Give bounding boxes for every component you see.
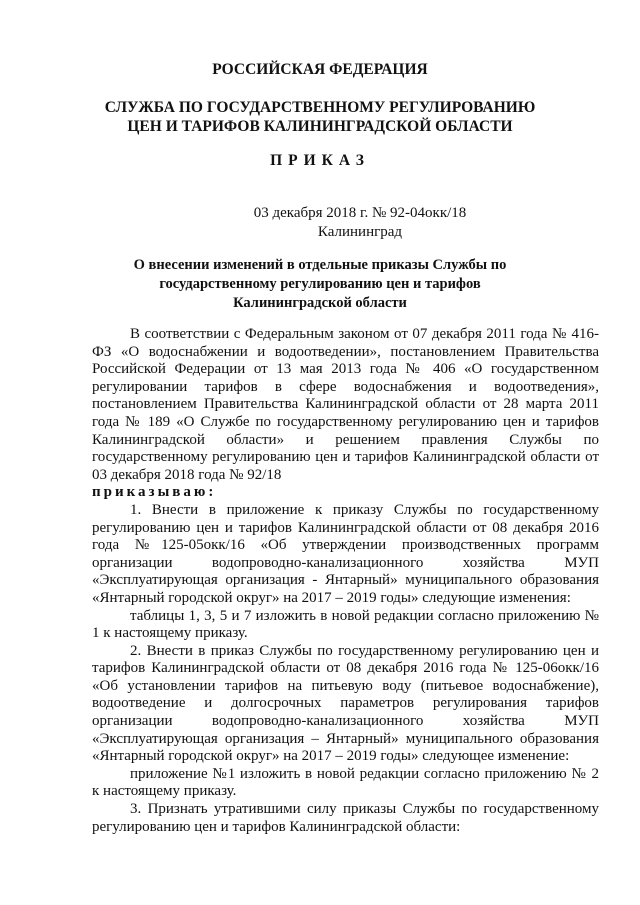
item-1-sub-paragraph: таблицы 1, 3, 5 и 7 изложить в новой редакции согласно приложению № 1 к настоящему приказу. [92, 607, 599, 642]
preamble-paragraph: В соответствии с Федеральным законом от 07 декабря 2011 года № 416-ФЗ «О водоснабжении и водоотведении», постановлением Правительства Российской Федерации от 13 мая 2013 года № 406 «О государственном регулировании тарифов в сфере водоснабжения и водоотведения», постановлением Правительства Калининградской области от 28 марта 2011 года № 189 «О Службе по государственному регулированию цен и тарифов Калининградской области» и решением правления Службы по государственному регулированию цен и тарифов Калининградской области от 03 декабря 2018 года № 92/18 [92, 326, 599, 483]
agency-heading-line2: ЦЕН И ТАРИФОВ КАЛИНИНГРАДСКОЙ ОБЛАСТИ [127, 118, 513, 135]
item-2-paragraph: 2. Внести в приказ Службы по государственному регулированию цен и тарифов Калининградской области от 08 декабря 2016 года № 125-06окк/16 «Об установлении тарифов на питьевую воду (питьевое водоснабжение), водоотведение и долгосрочных параметров регулирования тарифов организации водопроводно-канализационного хозяйства МУП «Эксплуатирующая организация – Янтарный» муниципального образования «Янтарный городской округ» на 2017 – 2019 годы» следующее изменение: [92, 642, 599, 765]
order-date-number: 03 декабря 2018 г. № 92-04окк/18 [253, 205, 467, 221]
document-type: ПРИКАЗ [270, 152, 370, 169]
order-city: Калининград [317, 224, 403, 240]
order-title-line2: государственному регулированию цен и тарифов [159, 276, 481, 292]
order-title-line1: О внесении изменений в отдельные приказы Службы по [133, 257, 507, 273]
document-body [92, 326, 599, 836]
agency-heading-line1: СЛУЖБА ПО ГОСУДАРСТВЕННОМУ РЕГУЛИРОВАНИЮ [104, 99, 536, 116]
item-3-paragraph: 3. Признать утратившими силу приказы Службы по государственному регулированию цен и тарифов Калининградской области: [92, 801, 599, 835]
country-heading: РОССИЙСКАЯ ФЕДЕРАЦИЯ [212, 61, 428, 78]
item-1-paragraph: 1. Внести в приложение к приказу Службы по государственному регулированию цен и тарифов Калининградской области от 08 декабря 2016 года №125-05окк/16 «Об утверждении производственных программ организации водопроводно-канализационного хозяйства МУП «Эксплуатирующая организация - Янтарный» муниципального образования «Янтарный городской округ» на 2017 – 2019 годы» следующие изменения: [92, 501, 599, 606]
order-word [92, 484, 599, 502]
order-title-line3: Калининградской области [233, 295, 407, 311]
order-word-text: приказываю: [92, 484, 217, 501]
item-2-sub-paragraph: приложение №1 изложить в новой редакции согласно приложению № 2 к настоящему приказу. [92, 765, 599, 800]
